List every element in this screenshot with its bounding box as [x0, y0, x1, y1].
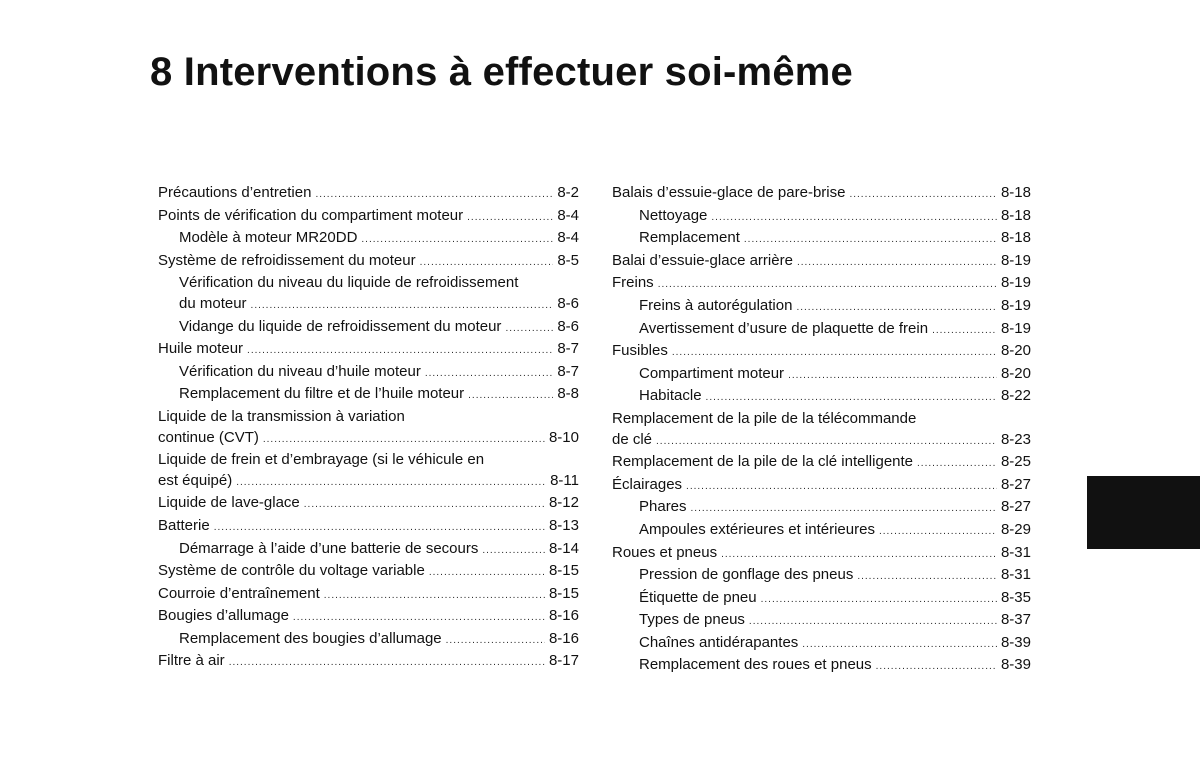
- toc-page-number: 8-6: [557, 294, 579, 312]
- toc-entry-title: Huile moteur: [158, 340, 244, 358]
- toc-entry-title-line: Remplacement de la pile de la télécommande: [612, 409, 917, 427]
- toc-entry-title: Système de contrôle du voltage variable: [158, 562, 425, 580]
- toc-page-number: 8-5: [557, 251, 579, 269]
- toc-entry-title: Remplacement: [639, 229, 740, 247]
- dot-leader: [656, 432, 997, 453]
- dot-leader: [797, 253, 997, 274]
- toc-page-number: 8-11: [550, 471, 579, 489]
- toc-entry[interactable]: [158, 629, 579, 652]
- toc-page-number: 8-7: [557, 362, 579, 380]
- toc-page-number: 8-25: [1000, 453, 1031, 471]
- toc-page-number: 8-29: [1000, 520, 1031, 538]
- toc-entry[interactable]: [158, 273, 579, 316]
- toc-page-number: 8-19: [1000, 319, 1031, 337]
- dot-leader: [247, 341, 553, 362]
- toc-entry[interactable]: [612, 588, 1031, 611]
- toc-entry[interactable]: [612, 251, 1031, 274]
- toc-entry-title-line: Liquide de frein et d’embrayage (si le véhicule en: [158, 451, 485, 469]
- toc-page-number: 8-23: [1000, 430, 1031, 448]
- toc-entry-title: Roues et pneus: [612, 543, 718, 561]
- toc-entry[interactable]: [158, 651, 579, 674]
- toc-page-number: 8-7: [557, 340, 579, 358]
- toc-page-number: 8-2: [557, 184, 579, 201]
- toc-entry-title: Remplacement des bougies d’allumage: [179, 629, 442, 647]
- toc-page-number: 8-15: [548, 584, 579, 602]
- toc-page-number: 8-4: [557, 206, 579, 224]
- toc-page-number: 8-20: [1000, 342, 1031, 360]
- toc-page-number: 8-8: [557, 385, 579, 403]
- toc-entry-title: Étiquette de pneu: [639, 588, 757, 606]
- dot-leader: [263, 430, 545, 451]
- toc-page-number: 8-14: [548, 539, 579, 557]
- toc-entry[interactable]: [158, 516, 579, 539]
- toc-entry-title: Système de refroidissement du moteur: [158, 251, 416, 269]
- dot-leader: [917, 454, 997, 475]
- dot-leader: [304, 495, 545, 516]
- dot-leader: [420, 253, 553, 274]
- toc-entry-title: Remplacement des roues et pneus: [639, 656, 872, 674]
- toc-entry-title: Pression de gonflage des pneus: [639, 566, 854, 584]
- toc-entry-title: Remplacement de la pile de la clé intelligente: [612, 453, 914, 471]
- toc-page-number: 8-19: [1000, 296, 1031, 314]
- toc-entry-title: Chaînes antidérapantes: [639, 633, 799, 651]
- toc-entry-title: de clé: [612, 430, 653, 448]
- toc-entry[interactable]: [612, 543, 1031, 566]
- toc-entry[interactable]: [612, 565, 1031, 588]
- toc-entry-title: Modèle à moteur MR20DD: [179, 229, 358, 247]
- toc-entry[interactable]: [612, 475, 1031, 498]
- toc-entry[interactable]: [612, 633, 1031, 656]
- toc-entry-title: Balai d’essuie-glace arrière: [612, 251, 793, 269]
- toc-entry[interactable]: [612, 610, 1031, 633]
- toc-page-number: 8-18: [1000, 229, 1031, 247]
- toc-entry[interactable]: [158, 407, 579, 450]
- dot-leader: [229, 653, 545, 674]
- dot-leader: [691, 499, 997, 520]
- dot-leader: [468, 386, 553, 407]
- dot-leader: [744, 230, 997, 251]
- toc-entry[interactable]: [612, 183, 1031, 206]
- dot-leader: [361, 230, 553, 251]
- dot-leader: [658, 275, 997, 296]
- toc-page-number: 8-12: [548, 494, 579, 512]
- toc-entry-title: Fusibles: [612, 342, 668, 360]
- toc-entry[interactable]: [612, 296, 1031, 319]
- dot-leader: [802, 635, 997, 656]
- dot-leader: [446, 631, 545, 652]
- toc-entry[interactable]: [158, 539, 579, 562]
- toc-entry[interactable]: [158, 228, 579, 251]
- dot-leader: [505, 319, 553, 340]
- dot-leader: [467, 208, 553, 229]
- toc-page-number: 8-20: [1000, 364, 1031, 382]
- toc-entry[interactable]: [158, 493, 579, 516]
- dot-leader: [293, 608, 545, 629]
- chapter-tab-marker: [1087, 476, 1200, 549]
- toc-entry-title: est équipé): [158, 471, 233, 489]
- toc-entry[interactable]: [612, 655, 1031, 678]
- toc-entry-title: Freins: [612, 274, 654, 292]
- toc-entry[interactable]: [612, 228, 1031, 251]
- toc-entry-title: Démarrage à l’aide d’une batterie de secours: [179, 539, 479, 557]
- toc-entry[interactable]: [158, 384, 579, 407]
- toc-entry[interactable]: [158, 584, 579, 607]
- toc-entry-title: Ampoules extérieures et intérieures: [639, 520, 875, 538]
- toc-page-number: 8-19: [1000, 251, 1031, 269]
- dot-leader: [879, 522, 997, 543]
- dot-leader: [672, 343, 997, 364]
- toc-entry-title: Remplacement du filtre et de l’huile moteur: [179, 385, 465, 403]
- toc-page-number: 8-39: [1000, 633, 1031, 651]
- dot-leader: [796, 298, 997, 319]
- toc-entry-title-line: Liquide de la transmission à variation: [158, 407, 405, 425]
- dot-leader: [721, 545, 997, 566]
- dot-leader: [214, 518, 545, 539]
- dot-leader: [482, 541, 545, 562]
- dot-leader: [425, 364, 553, 385]
- toc-page-number: 8-18: [1000, 206, 1031, 224]
- toc-entry[interactable]: [612, 452, 1031, 475]
- toc-entry-title: Vidange du liquide de refroidissement du moteur: [179, 317, 502, 335]
- toc-entry-title: Nettoyage: [639, 206, 708, 224]
- dot-leader: [315, 185, 553, 206]
- toc-entry-title: Types de pneus: [639, 611, 745, 629]
- page-title: 8 Interventions à effectuer soi-même: [150, 50, 853, 94]
- toc-entry[interactable]: [158, 183, 579, 206]
- toc-entry-title: Balais d’essuie-glace de pare-brise: [612, 184, 846, 201]
- toc-page-number: 8-17: [548, 652, 579, 670]
- dot-leader: [932, 321, 997, 342]
- toc-entry[interactable]: [158, 206, 579, 229]
- toc-entry-title: Phares: [639, 498, 687, 516]
- dot-leader: [324, 586, 545, 607]
- toc-page-number: 8-22: [1000, 387, 1031, 405]
- toc-entry-title: Courroie d’entraînement: [158, 584, 320, 602]
- toc-entry[interactable]: [612, 386, 1031, 409]
- toc-entry-title: Freins à autorégulation: [639, 296, 793, 314]
- toc-page-number: 8-39: [1000, 656, 1031, 674]
- toc-page-number: 8-27: [1000, 475, 1031, 493]
- toc-entry[interactable]: [612, 409, 1031, 452]
- toc-entry-title: Vérification du niveau d’huile moteur: [179, 362, 421, 380]
- dot-leader: [429, 563, 545, 584]
- toc-page-number: 8-10: [548, 428, 579, 446]
- toc-entry[interactable]: [158, 251, 579, 274]
- toc-entry[interactable]: [612, 520, 1031, 543]
- toc-entry[interactable]: [612, 497, 1031, 520]
- dot-leader: [857, 567, 997, 588]
- toc-page-number: 8-35: [1000, 588, 1031, 606]
- toc-page-number: 8-18: [1000, 184, 1031, 201]
- toc-entry[interactable]: [612, 319, 1031, 342]
- dot-leader: [749, 612, 997, 633]
- toc-page-number: 8-19: [1000, 274, 1031, 292]
- dot-leader: [761, 590, 997, 611]
- dot-leader: [706, 388, 997, 409]
- toc-page-number: 8-13: [548, 516, 579, 534]
- toc-page-number: 8-6: [557, 317, 579, 335]
- toc-entry[interactable]: [158, 317, 579, 340]
- dot-leader: [686, 477, 997, 498]
- toc-entry-title-line: Vérification du niveau du liquide de refroidissement: [179, 274, 519, 292]
- toc-entry-title: Bougies d’allumage: [158, 607, 289, 625]
- toc-page-number: 8-15: [548, 562, 579, 580]
- toc-entry-title: Filtre à air: [158, 652, 225, 670]
- toc-page-number: 8-4: [557, 229, 579, 247]
- toc-entry-title: Points de vérification du compartiment moteur: [158, 206, 464, 224]
- dot-leader: [788, 366, 997, 387]
- toc-entry-title: Habitacle: [639, 387, 702, 405]
- toc-entry[interactable]: [158, 339, 579, 362]
- toc-entry-title: Éclairages: [612, 475, 683, 493]
- toc-entry[interactable]: [158, 561, 579, 584]
- toc-entry[interactable]: [158, 606, 579, 629]
- toc-entry[interactable]: [612, 364, 1031, 387]
- toc-entry[interactable]: [612, 341, 1031, 364]
- toc-right-column: [612, 183, 1031, 678]
- toc-entry-title: continue (CVT): [158, 428, 259, 446]
- toc-entry-title: Compartiment moteur: [639, 364, 785, 382]
- toc-entry[interactable]: [612, 273, 1031, 296]
- toc-page-number: 8-16: [548, 607, 579, 625]
- toc-page-number: 8-37: [1000, 611, 1031, 629]
- dot-leader: [251, 296, 553, 317]
- toc-entry-title: Précautions d’entretien: [158, 184, 312, 201]
- toc-entry[interactable]: [612, 206, 1031, 229]
- toc-entry[interactable]: [158, 362, 579, 385]
- toc-entry-title: Avertissement d’usure de plaquette de frein: [639, 319, 929, 337]
- toc-left-column: [158, 183, 579, 674]
- dot-leader: [849, 185, 997, 206]
- toc-page-number: 8-16: [548, 629, 579, 647]
- dot-leader: [236, 473, 546, 494]
- dot-leader: [876, 657, 997, 678]
- toc-entry-title: Liquide de lave-glace: [158, 494, 300, 512]
- toc-page-number: 8-31: [1000, 566, 1031, 584]
- dot-leader: [711, 208, 997, 229]
- toc-entry-title: Batterie: [158, 516, 210, 534]
- toc-page-number: 8-27: [1000, 498, 1031, 516]
- toc-page-number: 8-31: [1000, 543, 1031, 561]
- toc-entry[interactable]: [158, 450, 579, 493]
- toc-entry-title: du moteur: [179, 294, 247, 312]
